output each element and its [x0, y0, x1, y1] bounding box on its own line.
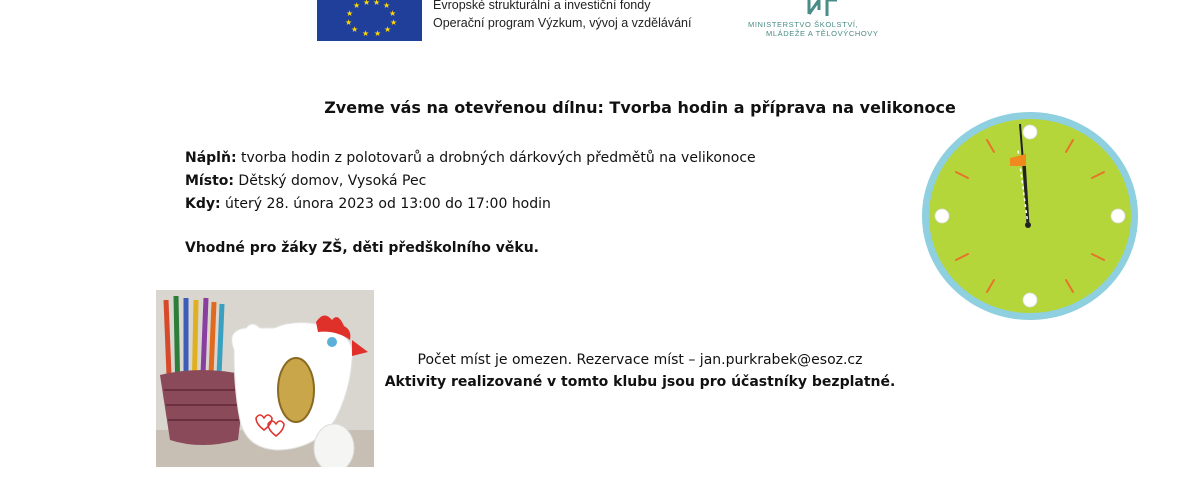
info-misto-label: Místo:	[185, 173, 234, 189]
msmt-line-2: MLÁDEŽE A TĚLOVÝCHOVY	[766, 29, 879, 38]
svg-text:★: ★	[384, 25, 392, 34]
svg-text:★: ★	[374, 29, 382, 38]
page-title: Zveme vás na otevřenou dílnu: Tvorba hodin a příprava na velikonoce	[324, 98, 956, 117]
eu-funds-line-2: Operační program Výzkum, vývoj a vzdělávání	[433, 16, 692, 30]
free-activities-note: Aktivity realizované v tomto klubu jsou pro účastníky bezplatné.	[384, 374, 896, 390]
info-naplne-value: tvorba hodin z polotovarů a drobných dárkových předmětů na velikonoce	[236, 150, 756, 166]
reservation-note: Počet míst je omezen. Rezervace míst – jan.purkrabek@esoz.cz	[417, 352, 863, 368]
info-naplne	[185, 150, 756, 166]
eu-funds-text	[433, 0, 691, 32]
info-kdy-value: úterý 28. února 2023 od 13:00 do 17:00 hodin	[220, 196, 551, 212]
info-misto-value: Dětský domov, Vysoká Pec	[233, 173, 427, 189]
svg-text:★: ★	[345, 18, 353, 27]
svg-text:★: ★	[373, 0, 381, 7]
svg-text:★: ★	[383, 1, 391, 10]
svg-text:★: ★	[351, 25, 359, 34]
svg-text:★: ★	[362, 29, 370, 38]
eu-flag-logo	[317, 0, 422, 41]
info-naplne-label: Náplň:	[185, 150, 237, 166]
info-misto	[185, 173, 426, 189]
svg-text:★: ★	[390, 18, 398, 27]
msmt-logo-text	[748, 20, 888, 38]
svg-text:★: ★	[346, 9, 354, 18]
svg-text:★: ★	[353, 1, 361, 10]
info-kdy-label: Kdy:	[185, 196, 221, 212]
msmt-logo-icon	[805, 0, 845, 16]
msmt-line-1: MINISTERSTVO ŠKOLSTVÍ,	[748, 20, 859, 29]
svg-text:★: ★	[363, 0, 371, 7]
info-kdy	[185, 196, 551, 212]
svg-text:★: ★	[389, 9, 397, 18]
clock-illustration	[918, 110, 1142, 326]
audience-note: Vhodné pro žáky ZŠ, děti předškolního věku.	[185, 240, 539, 256]
eu-funds-line-1: Evropské strukturální a investiční fondy	[433, 0, 651, 12]
